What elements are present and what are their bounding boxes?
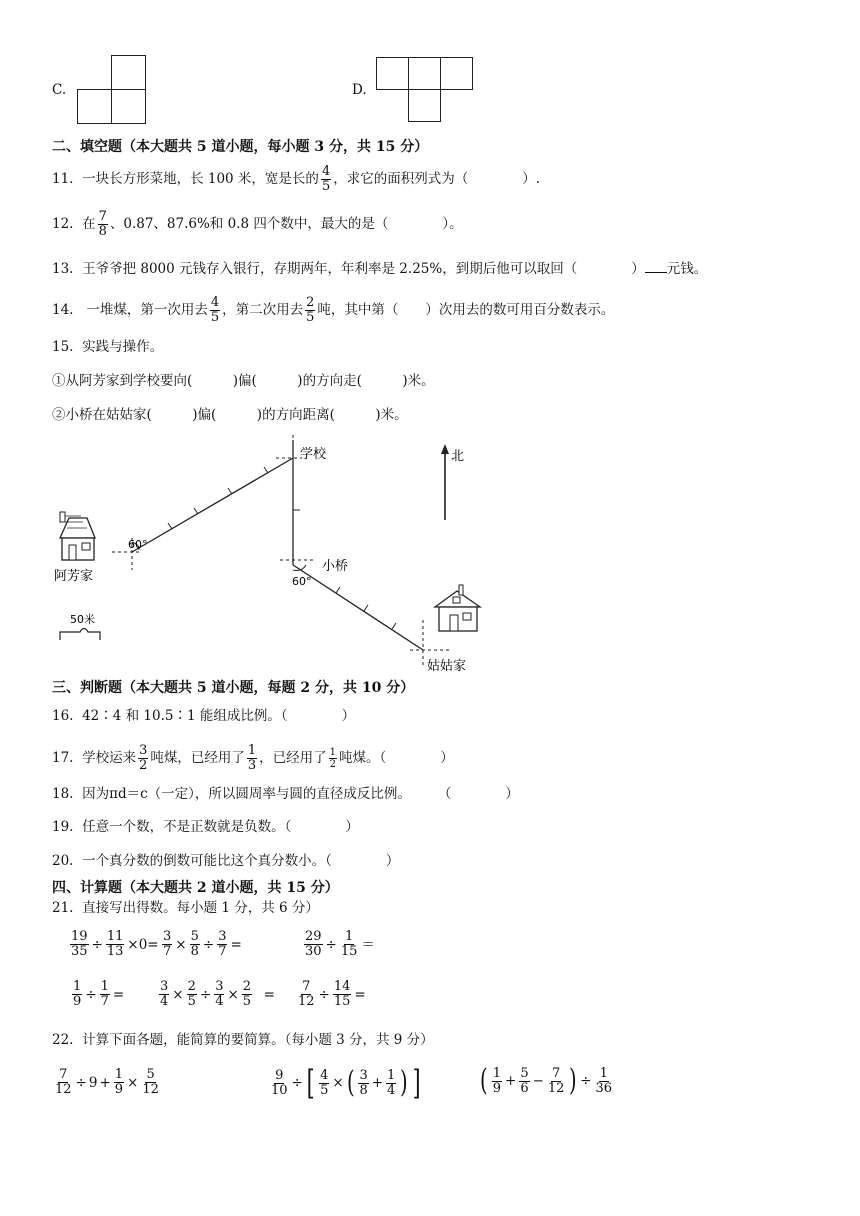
afang-home-label: 阿芳家	[54, 569, 94, 584]
question-17: 17. 学校运来 $\frac{3}{2}$ 吨煤，已经用了 $\frac{1}{3}$ ，已经用了 $\frac{1}{2}$ 吨煤。（ ）	[52, 743, 454, 773]
question-15-title: 15. 实践与操作。	[52, 339, 164, 355]
question-15-sub2: ②小桥在姑姑家( )偏( )的方向距离( )米。	[52, 407, 408, 423]
question-16: 16. 42∶4 和 10.5∶1 能组成比例。（ ）	[52, 708, 356, 724]
direction-map	[40, 430, 500, 680]
calc-22-1: $\frac{7}{12}$ ÷ 9 + $\frac{1}{9}$ × $\frac{5}{12}$	[55, 1067, 159, 1097]
aunt-house-icon	[435, 585, 480, 631]
question-21-title: 21. 直接写出得数。每小题 1 分，共 6 分）	[52, 900, 319, 916]
option-d-label: D.	[352, 82, 367, 98]
question-20: 20. 一个真分数的倒数可能比这个真分数小。（ ）	[52, 853, 400, 869]
calc-21-5: $\frac{3}{4}$ × $\frac{2}{5}$ ÷ $\frac{3}{4}$ × $\frac{2}{5}$ =	[160, 979, 275, 1009]
question-22-title: 22. 计算下面各题，能简算的要简算。（每小题 3 分，共 9 分）	[52, 1032, 434, 1048]
afang-school-line	[132, 458, 293, 552]
angle-afang-label: 60°	[128, 538, 148, 551]
calc-21-3: $\frac{29}{30}$ ÷ $\frac{1}{15}$ ＝	[305, 929, 375, 959]
school-label: 学校	[300, 447, 327, 462]
calc-21-2: $\frac{3}{7}$ × $\frac{5}{8}$ ÷ $\frac{3}{7}$ =	[163, 929, 242, 959]
calc-22-2: $\frac{9}{10}$ ÷ [ $\frac{4}{5}$ × ( $\frac{3}{8}$ + $\frac{1}{4}$ ) ]	[271, 1063, 421, 1103]
question-19: 19. 任意一个数，不是正数就是负数。（ ）	[52, 819, 359, 835]
question-13: 13. 王爷爷把 8000 元钱存入银行，存期两年，年利率是 2.25%，到期后他可以取回（ ） 元钱。	[52, 258, 707, 279]
section-3-title: 三、判断题（本大题共 5 道小题，每题 2 分，共 10 分）	[52, 680, 415, 696]
question-15-sub1: ①从阿芳家到学校要向( )偏( )的方向走( )米。	[52, 373, 435, 389]
afang-house-icon	[60, 512, 95, 560]
north-label: 北	[451, 449, 465, 464]
calc-21-6: $\frac{7}{12}$ ÷ $\frac{14}{15}$ =	[298, 979, 366, 1009]
option-c-label: C.	[52, 82, 67, 98]
calc-21-4: $\frac{1}{9}$ ÷ $\frac{1}{7}$ =	[73, 979, 125, 1009]
question-18: 18. 因为πd＝c（一定），所以圆周率与圆的直径成反比例。 （ ）	[52, 786, 519, 802]
bridge-label: 小桥	[322, 559, 349, 574]
section-2-title: 二、填空题（本大题共 5 道小题，每小题 3 分，共 15 分）	[52, 139, 429, 155]
question-14: 14. 一堆煤，第一次用去 $\frac{4}{5}$ ，第二次用去 $\frac{2}{5}$ 吨，其中第（ ）次用去的数可用百分数表示。	[52, 295, 615, 325]
question-12: 12. 在 $\frac{7}{8}$ 、0.87、87.6%和 0.8 四个数中，最大的是（ ）。	[52, 209, 463, 239]
scale-bar-icon	[60, 629, 100, 641]
section-4-title: 四、计算题（本大题共 2 道小题，共 15 分）	[52, 880, 339, 896]
bridge-aunt-line	[293, 565, 423, 650]
angle-bridge-label: 60°	[292, 575, 312, 588]
question-11: 11. 一块长方形菜地，长 100 米，宽是长的 $\frac{4}{5}$ ，求它的面积列式为（ ）.	[52, 164, 541, 194]
aunt-home-label: 姑姑家	[427, 659, 467, 674]
scale-label: 50米	[70, 613, 95, 626]
calc-22-3: ( $\frac{1}{9}$ + $\frac{5}{6}$ − $\frac{7}{12}$ ) ÷ $\frac{1}{36}$	[480, 1063, 613, 1098]
calc-21-1: $\frac{19}{35}$ ÷ $\frac{11}{13}$ ×0=	[71, 929, 159, 959]
